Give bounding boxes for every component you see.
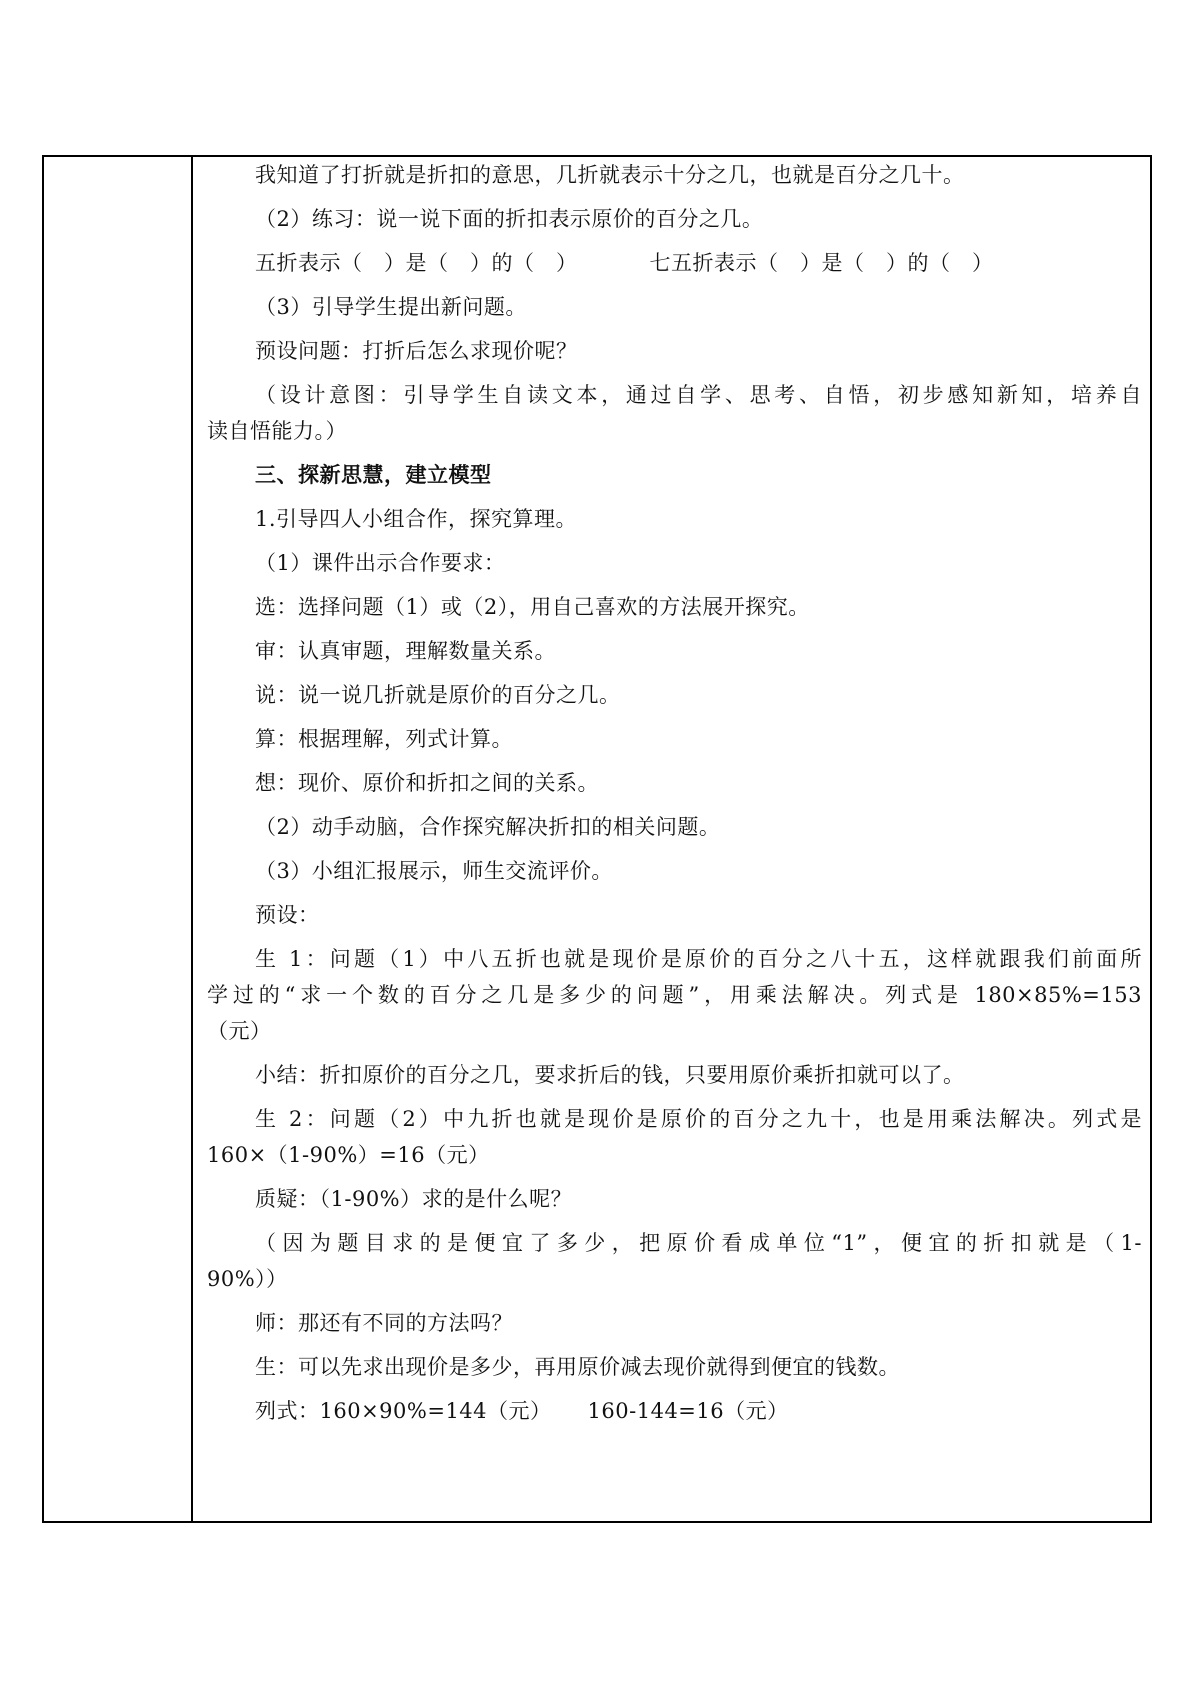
content-cell [193,157,1150,1521]
text-line: 想：现价、原价和折扣之间的关系。 [255,771,599,795]
text-line: 师：那还有不同的方法吗？ [255,1311,513,1335]
text-line: （2）练习：说一说下面的折扣表示原价的百分之几。 [255,207,764,231]
exercise-line [207,248,1142,278]
text-line: 学过的“求一个数的百分之几是多少的问题”，用乘法解决。列式是 180×85%=153 [207,983,1142,1007]
section-heading: 三、探新思慧，建立模型 [255,462,492,487]
text-line: 预设： [255,903,320,927]
text-line: 审：认真审题，理解数量关系。 [255,639,556,663]
text-line: 读自悟能力。） [207,419,347,443]
text-line: 90%）） [207,1267,288,1291]
text-line: （1）课件出示合作要求： [255,551,506,575]
text-line: 质疑：（1-90%）求的是什么呢？ [255,1187,573,1211]
text-line: （2）动手动脑，合作探究解决折扣的相关问题。 [255,815,721,839]
exercise-item: 五折表示（ ）是（ ）的（ ） [255,251,578,275]
lesson-table [42,155,1152,1523]
text-line: 说：说一说几折就是原价的百分之几。 [255,683,621,707]
text-line: 生 1：问题（1）中八五折也就是现价是原价的百分之八十五，这样就跟我们前面所 [255,947,1142,971]
text-line: 生：可以先求出现价是多少，再用原价减去现价就得到便宜的钱数。 [255,1355,900,1379]
text-line: 1.引导四人小组合作，探究算理。 [255,507,578,531]
text-line: 算：根据理解，列式计算。 [255,727,513,751]
text-line: 我知道了打折就是折扣的意思，几折就表示十分之几，也就是百分之几十。 [255,163,965,187]
text-line: （3）引导学生提出新问题。 [255,295,527,319]
text-line: 选：选择问题（1）或（2），用自己喜欢的方法展开探究。 [255,595,810,619]
text-line: 生 2：问题（2）中九折也就是现价是原价的百分之九十，也是用乘法解决。列式是 [255,1107,1142,1131]
text-line: （3）小组汇报展示，师生交流评价。 [255,859,613,883]
text-line: 小结：折扣原价的百分之几，要求折后的钱，只要用原价乘折扣就可以了。 [255,1063,965,1087]
text-line: （设计意图：引导学生自读文本，通过自学、思考、自悟，初步感知新知，培养自 [255,383,1142,407]
left-column-cell [44,157,193,1521]
text-line: 160×（1-90%）=16（元） [207,1143,490,1167]
formula-line [207,1396,1142,1426]
formula: 160-144=16（元） [587,1399,789,1423]
formula: 列式：160×90%=144（元） [255,1399,552,1423]
text-line: （因为题目求的是便宜了多少，把原价看成单位“1”，便宜的折扣就是（1- [255,1231,1142,1255]
exercise-item: 七五折表示（ ）是（ ）的（ ） [649,251,994,275]
text-line: （元） [207,1019,272,1043]
text-line: 预设问题：打折后怎么求现价呢？ [255,339,578,363]
